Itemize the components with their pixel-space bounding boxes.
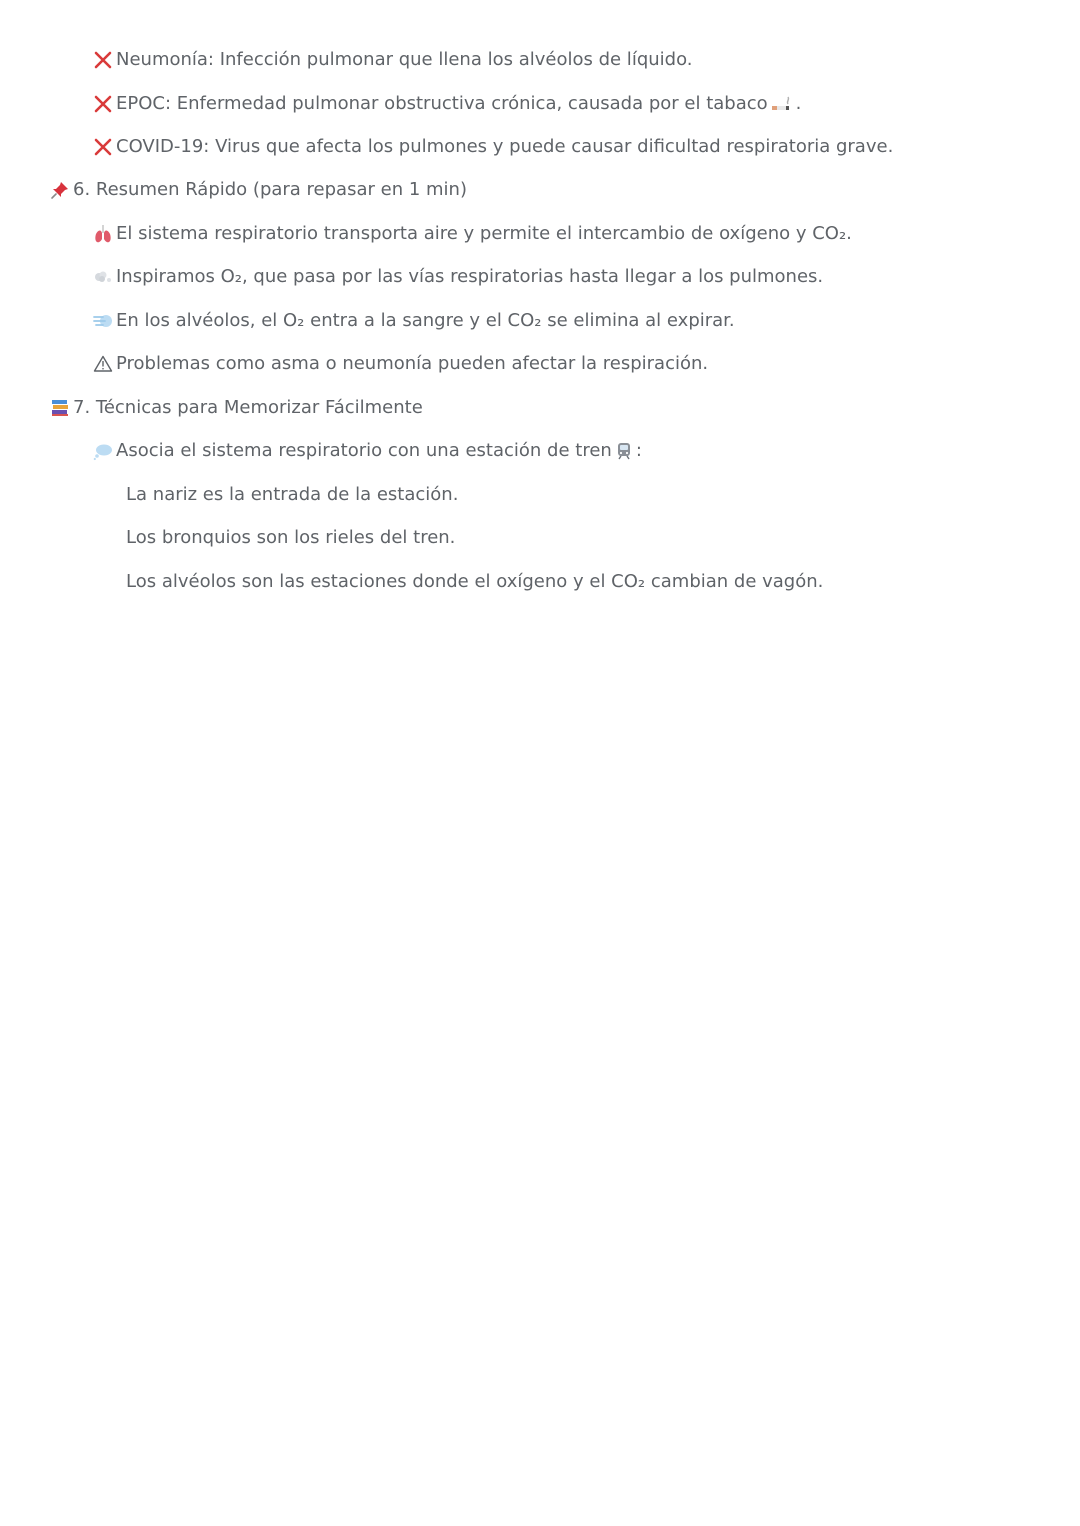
list-item-text: COVID-19: Virus que afecta los pulmones y puede causar dificultad respiratoria grave.	[116, 136, 894, 157]
train-icon	[614, 441, 634, 461]
memorize-subitem-text: Los bronquios son los rieles del tren.	[126, 527, 456, 548]
summary-item-1	[93, 222, 852, 246]
thought-bubble-icon	[93, 441, 113, 461]
list-item-covid	[93, 135, 893, 159]
cloud-puff-icon	[93, 267, 113, 287]
memorize-subitem-3	[126, 570, 823, 594]
cross-mark-icon	[93, 94, 113, 114]
summary-text: El sistema respiratorio transporta aire y permite el intercambio de oxígeno y CO₂.	[116, 223, 852, 244]
dash-wind-icon	[93, 311, 113, 331]
list-item-neumonia	[93, 48, 693, 72]
summary-text: En los alvéolos, el O₂ entra a la sangre y el CO₂ se elimina al expirar.	[116, 310, 735, 331]
list-item-text: Neumonía: Infección pulmonar que llena los alvéolos de líquido.	[116, 49, 693, 70]
memorize-intro	[93, 439, 642, 463]
lungs-icon	[93, 224, 113, 244]
memorize-subitem-text: Los alvéolos son las estaciones donde el oxígeno y el CO₂ cambian de vagón.	[126, 571, 824, 592]
memorize-subitem-text: La nariz es la entrada de la estación.	[126, 484, 459, 505]
list-item-trail: .	[795, 93, 802, 114]
summary-item-2	[93, 265, 823, 289]
summary-text: Inspiramos O₂, que pasa por las vías respiratorias hasta llegar a los pulmones.	[116, 266, 824, 287]
section-heading-text: 6. Resumen Rápido (para repasar en 1 min)	[73, 179, 467, 200]
section-heading-text: 7. Técnicas para Memorizar Fácilmente	[73, 397, 423, 418]
cigarette-icon	[770, 94, 794, 114]
cross-mark-icon	[93, 50, 113, 70]
cross-mark-icon	[93, 137, 113, 157]
memorize-subitem-1	[126, 483, 458, 507]
list-item-epoc	[93, 92, 801, 116]
pushpin-icon	[50, 180, 70, 200]
section-6-heading	[50, 178, 467, 202]
summary-item-3	[93, 309, 735, 333]
section-7-heading	[50, 396, 423, 420]
memorize-intro-trail: :	[635, 440, 642, 461]
list-item-text: EPOC: Enfermedad pulmonar obstructiva crónica, causada por el tabaco	[116, 93, 768, 114]
books-icon	[50, 398, 70, 418]
summary-text: Problemas como asma o neumonía pueden afectar la respiración.	[116, 353, 709, 374]
memorize-subitem-2	[126, 526, 455, 550]
memorize-intro-text: Asocia el sistema respiratorio con una estación de tren	[116, 440, 612, 461]
warning-icon	[93, 354, 113, 374]
summary-item-4	[93, 352, 708, 376]
